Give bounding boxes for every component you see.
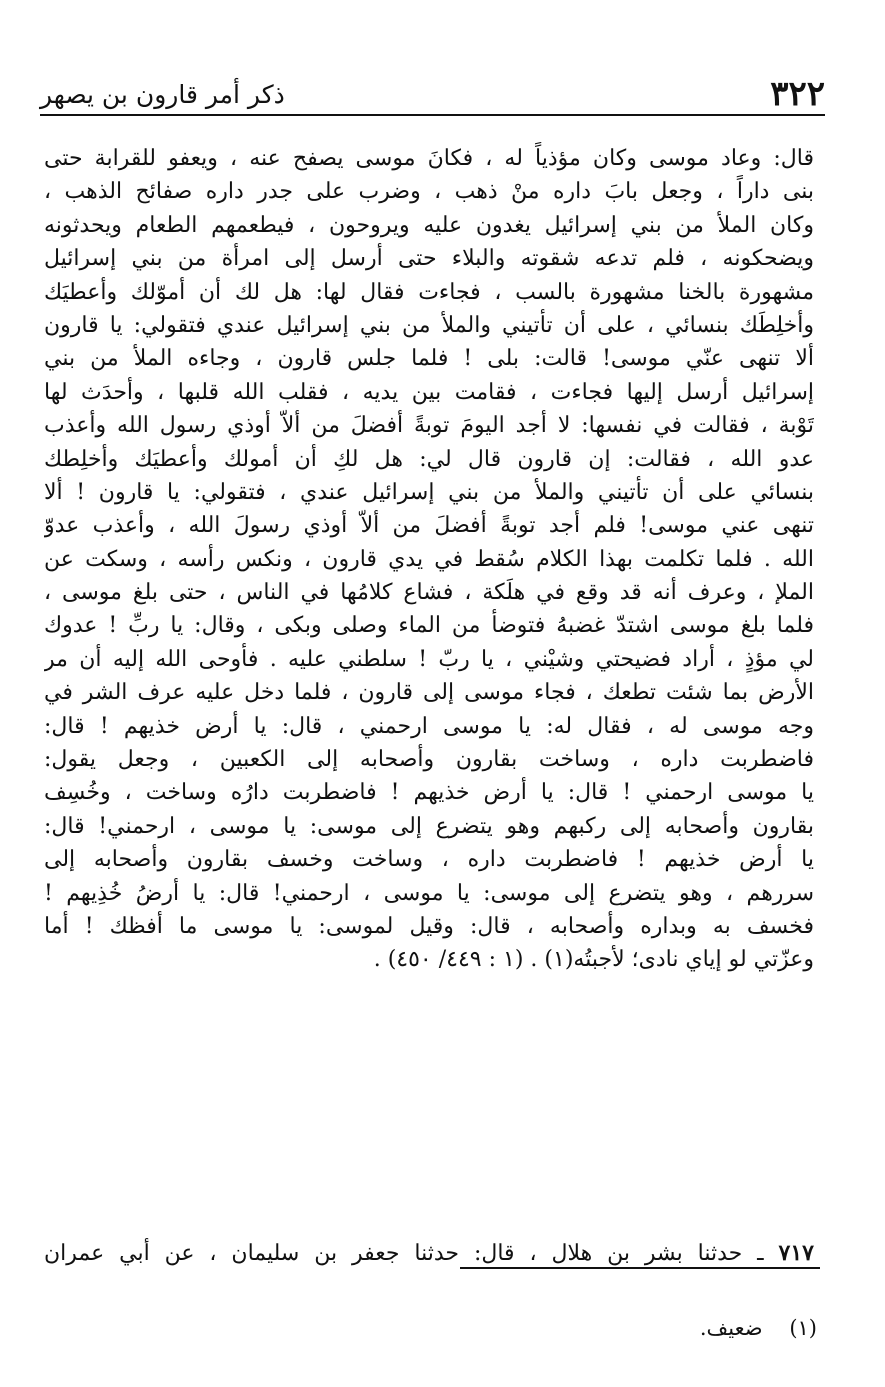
text-line: إسرائيل أرسل إليها فجاءت ، فقامت بين يديه ، فقلب الله قلبها ، وأحدَث لها (44, 379, 814, 405)
text-line: مشهورة بالخنا مشهورة بالسب ، فجاءت فقال لها: هل لك أن أموّلك وأعطيَك (44, 279, 814, 305)
footnote-text: ضعيف. (699, 1316, 763, 1340)
text-line: بنسائي على أن تأتيني والملأ من بني إسرائيل عندي ، فتقولي: يا قارون ! ألا (44, 479, 814, 505)
text-line: تَوْبة ، فقالت في نفسها: لا أجد اليومَ توبةً أفضلَ من ألاّ أوذي رسول الله وأعذب (44, 413, 814, 439)
text-line: يا موسى ارحمني ! قال: يا أرض خذيهم ! فاضطربت دارُه وساخت ، وخُسِف (44, 780, 814, 806)
hadith-text: ـ حدثنا بشر بن هلال ، قال: حدثنا جعفر بن سليمان ، عن أبي عمران (44, 1241, 764, 1266)
page-header (40, 68, 825, 112)
text-line: الأرض بما شئت تطعك ، فجاء موسى إلى قارون ، فلما دخل عليه عرف الشر في (44, 680, 814, 706)
text-line: وكان الملأ من بني إسرائيل يغدون عليه ويروحون ، فيطعمهم الطعام ويحدثونه (44, 212, 814, 238)
text-line: فاضطربت داره ، وساخت بقارون وأصحابه إلى الكعبين ، وجعل يقول: (44, 747, 814, 773)
page-number: ٣٢٢ (770, 74, 825, 114)
text-line: عدو الله ، فقالت: إن قارون قال لي: هل لكِ أن أمولك وأعطيَك وأخلِطك (44, 446, 814, 472)
text-line: تنهى عني موسى! فلم أجد توبةً أفضلَ من ألاّ أوذي رسولَ الله ، وأعذب عدوّ (44, 513, 814, 539)
text-line: قال: وعاد موسى وكان مؤذياً له ، فكانَ موسى يصفح عنه ، ويعفو للقرابة حتى (44, 146, 814, 171)
text-line: فلما بلغ موسى اشتدّ غضبهُ فتوضأ من الماء وصلى وبكى ، وقال: يا ربِّ ! عدوك (44, 613, 814, 639)
text-line: سررهم ، وهو يتضرع إلى موسى: يا موسى ، ارحمني! قال: يا أرضُ خُذِيهم ! (44, 880, 814, 906)
text-line: ويضحكونه ، فلم تدعه شقوته والبلاء حتى أرسل إلى امرأة من بني إسرائيل (44, 246, 814, 272)
text-line: يا أرض خذيهم ! فاضطربت داره ، وساخت وخسف بقارون وأصحابه إلى (44, 847, 814, 873)
text-line: وأخلِطَك بنسائي ، على أن تأتيني والملأ من بني إسرائيل عندي فتقولي: يا قارون (44, 312, 814, 338)
body-text (44, 142, 814, 977)
hadith-number: ٧١٧ (778, 1240, 814, 1266)
text-line: وعزّتي لو إياي نادى؛ لأجبتُه(١) . (١ : ٤٤٩/ ٤٥٠) . (373, 947, 814, 973)
footnote (700, 1316, 817, 1340)
footnote-marker: (١) (789, 1316, 817, 1340)
text-line: بنى داراً ، وجعل بابَ داره منْ ذهب ، وضرب على جدر داره صفائح الذهب ، (44, 179, 814, 205)
text-line: وجه موسى له ، فقال له: يا موسى ارحمني ، قال: يا أرض خذيهم ! قال: (44, 713, 814, 739)
text-line: فخسف به وبداره وأصحابه ، قال: وقيل لموسى: يا موسى ما أفظك ! أما (44, 913, 814, 939)
next-hadith (44, 1235, 814, 1271)
running-head: ذكر أمر قارون بن يصهر (40, 80, 285, 109)
text-line: الله . فلما تكلمت بهذا الكلام سُقط في يدي قارون ، ونكس رأسه ، وسكت عن (44, 546, 814, 572)
text-line: لي مؤذٍ ، أراد فضيحتي وشيْني ، يا ربّ ! سلطني عليه . فأوحى الله إليه أن مر (44, 646, 814, 672)
text-line: الملإ ، وعرف أنه قد وقع في هلَكة ، فشاع كلامُها في الناس ، حتى بلغ موسى ، (44, 580, 814, 606)
footnote-rule (460, 1267, 820, 1269)
text-line: بقارون وأصحابه إلى ركبهم وهو يتضرع إلى موسى: يا موسى ، ارحمني! قال: (44, 813, 814, 839)
text-line: ألا تنهى عنّي موسى! قالت: بلى ! فلما جلس قارون ، وجاءه الملأ من بني (44, 346, 814, 372)
header-rule (40, 114, 825, 116)
